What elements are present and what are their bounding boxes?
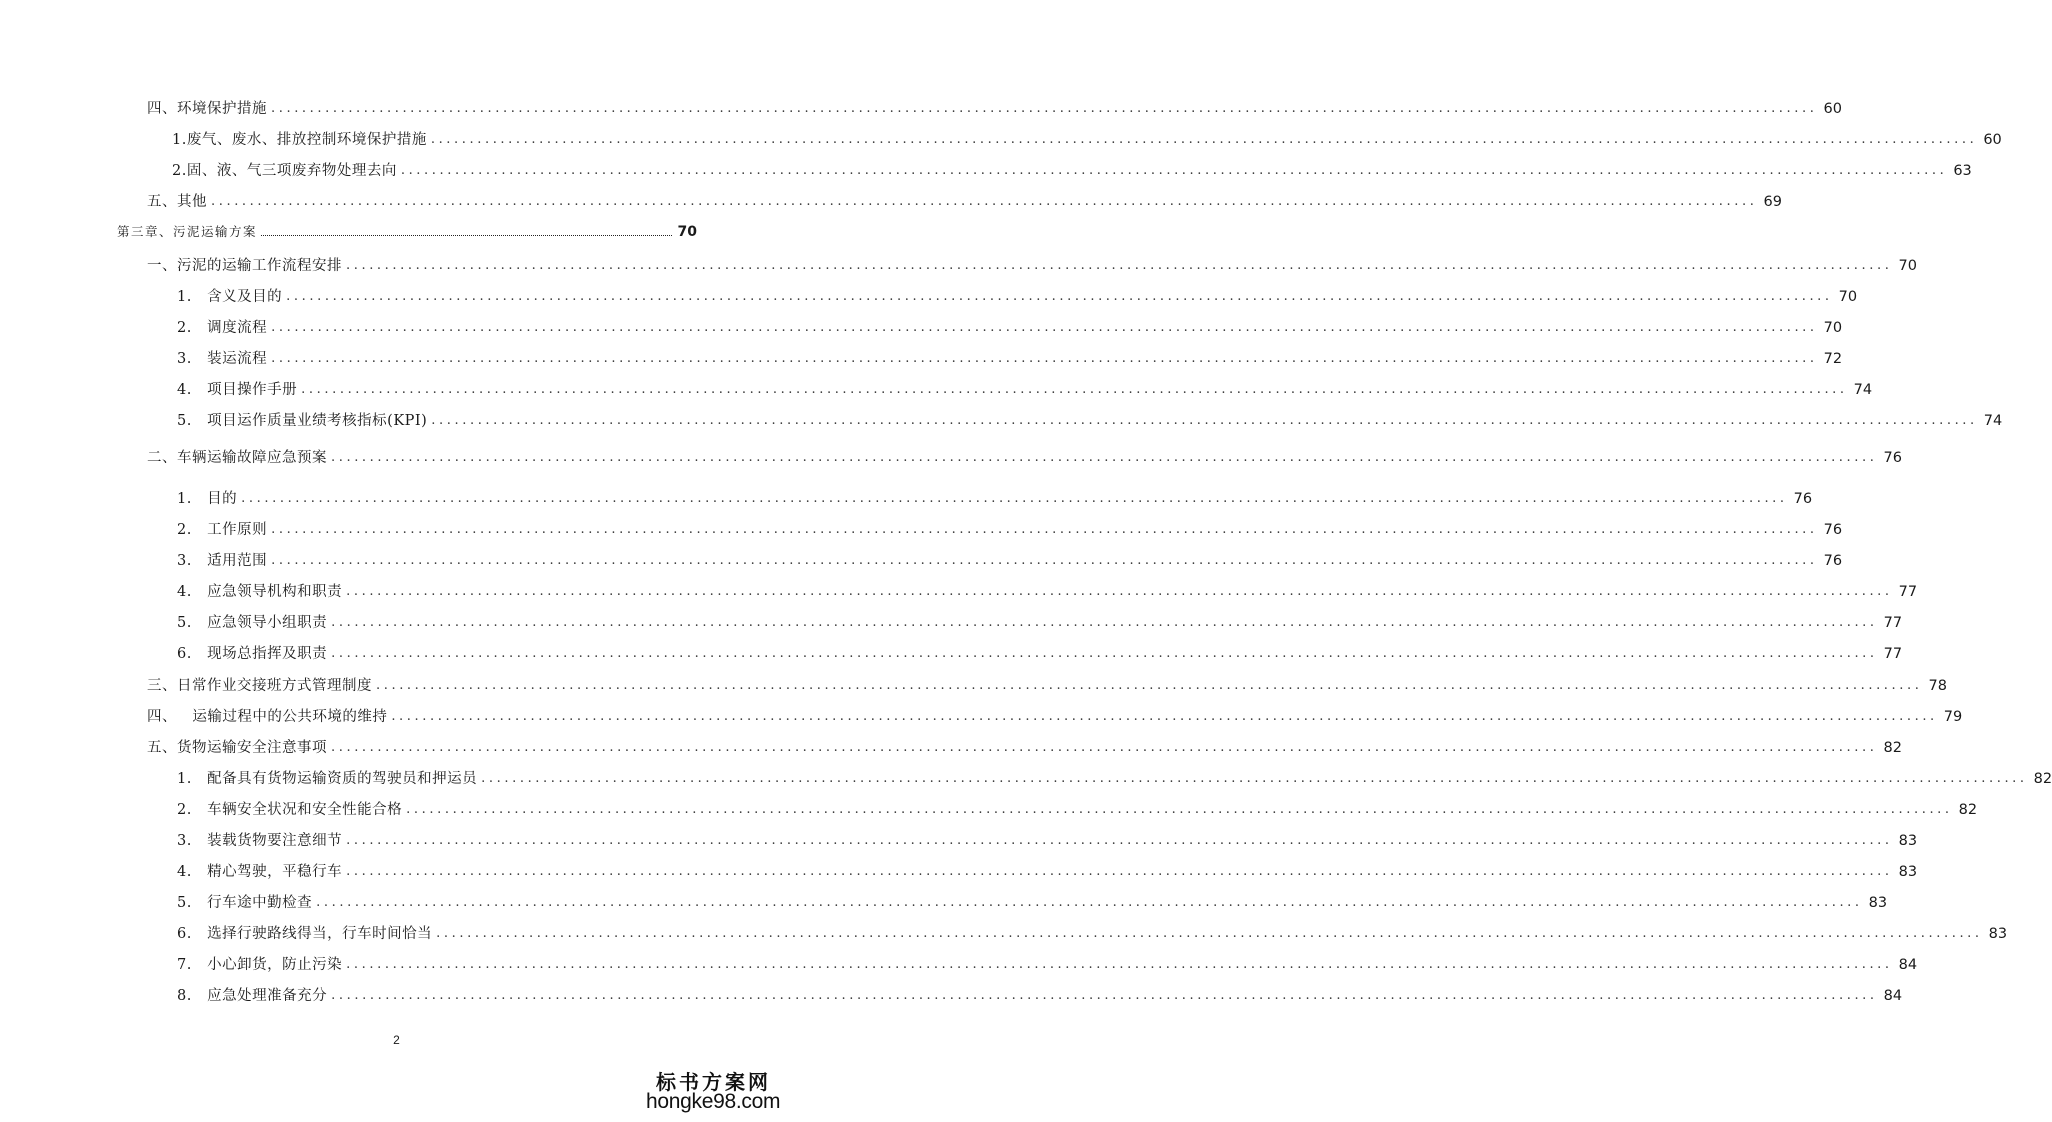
site-watermark (646, 1066, 786, 1116)
toc-entry-page: 70 (1823, 320, 1843, 336)
page-number: 2 (393, 1033, 400, 1047)
toc-entry[interactable] (0, 952, 1918, 974)
toc-entry[interactable] (0, 315, 1843, 337)
toc-entry[interactable] (0, 983, 1903, 1005)
toc-entry-page: 70 (1898, 258, 1917, 274)
toc-entry[interactable] (0, 189, 1782, 211)
toc-entry[interactable] (0, 253, 1917, 275)
toc-entry[interactable] (0, 517, 1843, 539)
toc-entry-page: 82 (1958, 802, 1978, 818)
toc-entry-label: 8. 应急处理准备充分 (177, 988, 328, 1004)
toc-entry-page: 82 (2033, 771, 2052, 787)
toc-leader-dots: ........................................................................................................................................................................................................ (346, 258, 1893, 273)
toc-entry-label: 1. 配备具有货物运输资质的驾驶员和押运员 (177, 771, 478, 787)
toc-leader-dots: ........................................................................................................................................................................................................ (241, 491, 1788, 506)
toc-leader-dots: ........................................................................................................................................................................................................ (346, 864, 1893, 879)
toc-entry-label: 1.废气、废水、排放控制环境保护措施 (172, 132, 427, 148)
toc-entry[interactable] (0, 735, 1902, 757)
toc-leader-dots: ........................................................................................................................................................................................................ (271, 101, 1818, 116)
toc-entry-label: 五、其他 (147, 194, 207, 210)
toc-entry[interactable] (0, 284, 1858, 306)
toc-entry-page: 77 (1898, 584, 1918, 600)
toc-entry-page: 83 (1898, 864, 1918, 880)
toc-entry-label: 3. 适用范围 (177, 553, 268, 569)
toc-entry-label: 5. 项目运作质量业绩考核指标(KPI) (177, 413, 428, 429)
toc-entry-page: 83 (1898, 833, 1918, 849)
toc-leader-dots: ........................................................................................................................................................................................................ (346, 833, 1893, 848)
toc-entry-page: 84 (1883, 988, 1903, 1004)
toc-leader-dots: ........................................................................................................................................................................................................ (406, 802, 1953, 817)
toc-entry[interactable] (0, 579, 1918, 601)
toc-entry[interactable] (0, 127, 2002, 149)
toc-leader-dots: ........................................................................................................................................................................................................ (301, 382, 1848, 397)
toc-entry-label: 2. 车辆安全状况和安全性能合格 (177, 802, 403, 818)
toc-leader-dots: ........................................................................................................................................................................................................ (316, 895, 1863, 910)
toc-entry-label: 7. 小心卸货，防止污染 (177, 957, 343, 973)
toc-entry[interactable] (0, 704, 1963, 726)
toc-leader-dots: ........................................................................................................................................................................................................ (286, 289, 1833, 304)
toc-entry-label: 6. 现场总指挥及职责 (177, 646, 328, 662)
toc-entry[interactable] (0, 890, 1888, 912)
toc-entry-page: 83 (1988, 926, 2008, 942)
toc-entry-page: 76 (1823, 553, 1843, 569)
toc-entry[interactable] (0, 828, 1918, 850)
toc-entry-label: 6. 选择行驶路线得当，行车时间恰当 (177, 926, 433, 942)
toc-entry-label: 4. 精心驾驶，平稳行车 (177, 864, 343, 880)
toc-leader-dots: ........................................................................................................................................................................................................ (331, 646, 1878, 661)
toc-entry-page: 72 (1823, 351, 1843, 367)
toc-entry-label: 4. 应急领导机构和职责 (177, 584, 343, 600)
toc-entry-label: 3. 装运流程 (177, 351, 268, 367)
toc-entry-page: 76 (1793, 491, 1813, 507)
toc-entry-page: 83 (1868, 895, 1888, 911)
toc-entry-label: 2.固、液、气三项废弃物处理去向 (172, 163, 397, 179)
toc-entry[interactable] (0, 766, 2052, 788)
toc-entry[interactable] (0, 641, 1903, 663)
toc-entry[interactable] (0, 921, 2008, 943)
toc-entry[interactable] (0, 408, 2003, 430)
toc-entry-page: 70 (677, 224, 697, 240)
toc-entry-label: 二、车辆运输故障应急预案 (147, 450, 327, 466)
toc-entry-label: 五、货物运输安全注意事项 (147, 740, 327, 756)
toc-leader-dots: ........................................................................................................................................................................................................ (391, 709, 1938, 724)
toc-leader-dots: ........................................................................................................................................................................................................ (481, 771, 2028, 786)
toc-entry[interactable] (0, 219, 793, 241)
toc-entry[interactable] (0, 96, 1842, 118)
toc-entry[interactable] (0, 797, 1978, 819)
toc-leader-dots: ........................................................................................................................................................................................................ (400, 163, 1948, 178)
toc-entry-page: 78 (1928, 678, 1947, 694)
toc-entry-label: 四、 运输过程中的公共环境的维持 (147, 709, 388, 725)
toc-entry-page: 60 (1823, 101, 1842, 117)
toc-entry[interactable] (0, 377, 1873, 399)
toc-leader-dots: ........................................................................................................................................................................................................ (271, 553, 1818, 568)
toc-leader-dots: ........................................................................................................................................................................................................ (331, 450, 1878, 465)
toc-entry-page: 84 (1898, 957, 1918, 973)
toc-entry-page: 74 (1983, 413, 2003, 429)
toc-leader-dots: ........................................................................................................................................................................................................ (346, 584, 1893, 599)
toc-entry[interactable] (0, 673, 1947, 695)
toc-entry-label: 三、日常作业交接班方式管理制度 (147, 678, 372, 694)
toc-entry-label: 1. 含义及目的 (177, 289, 283, 305)
toc-entry-page: 82 (1883, 740, 1902, 756)
toc-leader-dots: ........................................................................................................................................................................................................ (211, 194, 1758, 209)
toc-entry-page: 79 (1943, 709, 1963, 725)
toc-leader-dots (261, 225, 672, 236)
toc-leader-dots: ........................................................................................................................................................................................................ (346, 957, 1893, 972)
toc-entry[interactable] (0, 859, 1918, 881)
toc-leader-dots: ........................................................................................................................................................................................................ (271, 351, 1818, 366)
toc-entry-label: 2. 调度流程 (177, 320, 268, 336)
toc-entry-label: 四、环境保护措施 (147, 101, 267, 117)
toc-entry[interactable] (0, 610, 1903, 632)
toc-entry-label: 4. 项目操作手册 (177, 382, 298, 398)
toc-entry-page: 77 (1883, 615, 1903, 631)
toc-entry-page: 74 (1853, 382, 1873, 398)
toc-entry[interactable] (0, 486, 1813, 508)
toc-leader-dots: ........................................................................................................................................................................................................ (331, 740, 1878, 755)
toc-leader-dots: ........................................................................................................................................................................................................ (271, 522, 1818, 537)
toc-entry[interactable] (0, 548, 1843, 570)
toc-entry-page: 63 (1953, 163, 1972, 179)
toc-entry-page: 70 (1838, 289, 1858, 305)
toc-entry-page: 76 (1823, 522, 1843, 538)
toc-entry-label: 2. 工作原则 (177, 522, 268, 538)
toc-leader-dots: ........................................................................................................................................................................................................ (331, 988, 1878, 1003)
watermark-chinese-text: 标书方案网 (656, 1070, 771, 1094)
toc-entry-label: 第三章、污泥运输方案 (117, 224, 258, 239)
toc-entry-page: 76 (1883, 450, 1902, 466)
toc-leader-dots: ........................................................................................................................................................................................................ (271, 320, 1818, 335)
toc-entry-page: 60 (1983, 132, 2002, 148)
toc-entry-page: 69 (1763, 194, 1782, 210)
toc-entry-page: 77 (1883, 646, 1903, 662)
toc-entry-label: 5. 行车途中勤检查 (177, 895, 313, 911)
toc-entry[interactable] (0, 346, 1843, 368)
toc-leader-dots: ........................................................................................................................................................................................................ (436, 926, 1983, 941)
toc-entry-label: 1. 目的 (177, 491, 238, 507)
toc-entry-label: 3. 装载货物要注意细节 (177, 833, 343, 849)
toc-leader-dots: ........................................................................................................................................................................................................ (376, 678, 1923, 693)
toc-entry-label: 5. 应急领导小组职责 (177, 615, 328, 631)
toc-leader-dots: ........................................................................................................................................................................................................ (430, 132, 1978, 147)
toc-leader-dots: ........................................................................................................................................................................................................ (431, 413, 1978, 428)
toc-entry[interactable] (0, 158, 1972, 180)
toc-leader-dots: ........................................................................................................................................................................................................ (331, 615, 1878, 630)
toc-entry[interactable] (0, 445, 1902, 467)
watermark-domain-text: hongke98.com (646, 1090, 781, 1113)
toc-entry-label: 一、污泥的运输工作流程安排 (147, 258, 342, 274)
